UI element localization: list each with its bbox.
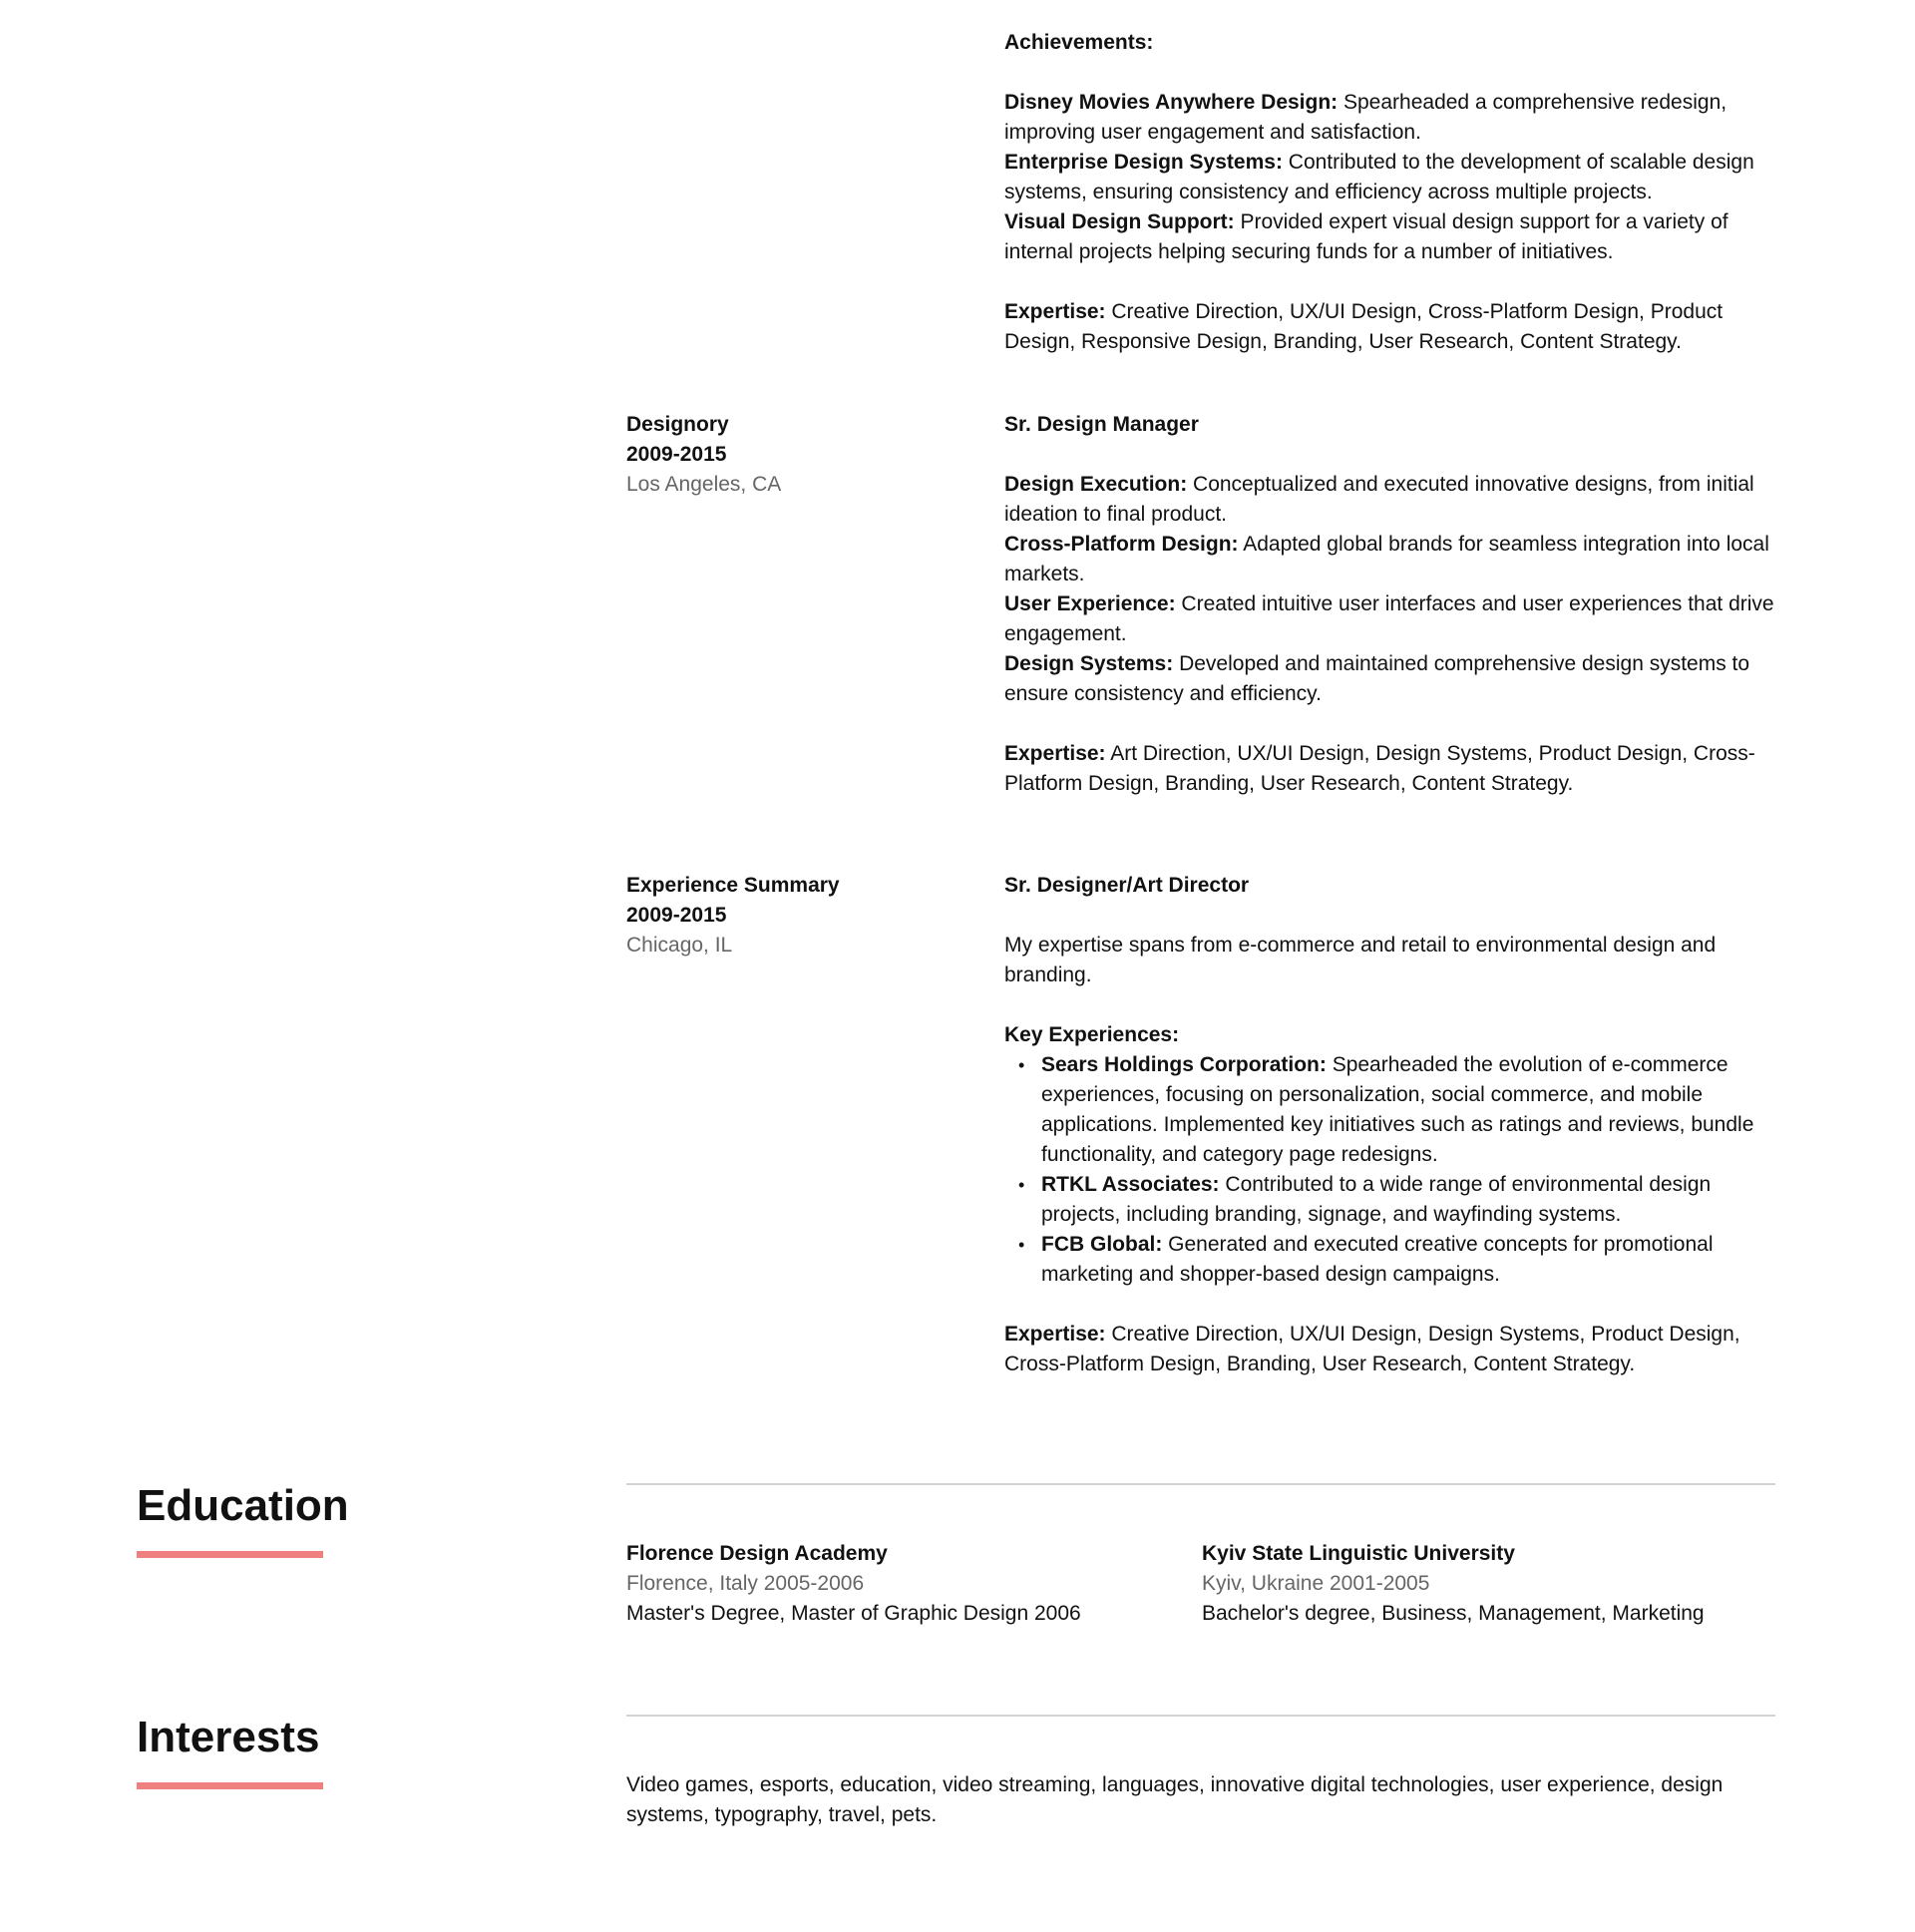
interests-text: Video games, esports, education, video streaming, languages, innovative digital technologies, user experience, design systems, typography, travel, pets. [626, 1773, 1724, 1826]
job-title: Sr. Designer/Art Director [1004, 874, 1250, 897]
list-item [1041, 1050, 1792, 1170]
list-item [1041, 1230, 1792, 1290]
achievement-label: Enterprise Design Systems: [1004, 151, 1283, 174]
expertise-text: Creative Direction, UX/UI Design, Cross-Platform Design, Product Design, Responsive Design, Branding, User Research, Content Strategy. [1004, 300, 1724, 353]
job1-details [1004, 28, 1792, 357]
list-item [1041, 1170, 1792, 1230]
achievement-label: Visual Design Support: [1004, 210, 1235, 233]
job2-details [1004, 410, 1792, 799]
expertise-label: Expertise: [1004, 742, 1106, 765]
responsibility-text: Conceptualized and executed innovative designs, from initial ideation to final product. [1004, 473, 1754, 526]
responsibility-label: Cross-Platform Design: [1004, 533, 1239, 556]
expertise-label: Expertise: [1004, 300, 1106, 323]
school-name: Kyiv State Linguistic University [1202, 1542, 1515, 1565]
school-place: Kyiv, Ukraine 2001-2005 [1202, 1572, 1430, 1595]
company-location: Chicago, IL [626, 934, 733, 957]
experience-text: Spearheaded the evolution of e-commerce experiences, focusing on personalization, social commerce, and mobile applications. Implemented key initiatives such as ratings and reviews, bundle functionality, and category page redesigns. [1041, 1053, 1754, 1166]
achievement-label: Disney Movies Anywhere Design: [1004, 91, 1339, 114]
achievement-item [1004, 88, 1792, 148]
school-name: Florence Design Academy [626, 1542, 888, 1565]
key-experiences-list [1004, 1050, 1792, 1290]
education-item-florence [626, 1539, 1185, 1629]
responsibility-label: Design Execution: [1004, 473, 1188, 496]
company-name: Experience Summary [626, 874, 840, 897]
expertise-line [1004, 1320, 1792, 1379]
education-heading: Education [137, 1481, 349, 1530]
experience-text: Generated and executed creative concepts for promotional marketing and shopper-based design campaigns. [1041, 1233, 1714, 1286]
job-title: Sr. Design Manager [1004, 413, 1199, 436]
interests-heading: Interests [137, 1713, 320, 1761]
responsibility-item [1004, 649, 1792, 709]
experience-label: FCB Global: [1041, 1233, 1163, 1256]
achievement-text: Spearheaded a comprehensive redesign, improving user engagement and satisfaction. [1004, 91, 1727, 144]
expertise-text: Art Direction, UX/UI Design, Design Systems, Product Design, Cross-Platform Design, Branding, User Research, Content Strategy. [1004, 742, 1755, 795]
responsibility-label: Design Systems: [1004, 652, 1174, 675]
expertise-text: Creative Direction, UX/UI Design, Design Systems, Product Design, Cross-Platform Design, Branding, User Research, Content Strategy. [1004, 1323, 1740, 1375]
achievement-item [1004, 148, 1792, 207]
job3-details [1004, 871, 1792, 1379]
school-place: Florence, Italy 2005-2006 [626, 1572, 865, 1595]
achievement-text: Provided expert visual design support for a variety of internal projects helping securing funds for a number of initiatives. [1004, 210, 1728, 263]
responsibility-item [1004, 589, 1792, 649]
achievement-text: Contributed to the development of scalable design systems, ensuring consistency and efficiency across multiple projects. [1004, 151, 1754, 203]
expertise-label: Expertise: [1004, 1323, 1106, 1346]
education-item-kyiv [1202, 1539, 1760, 1629]
school-degree: Master's Degree, Master of Graphic Design 2006 [626, 1602, 1081, 1625]
job3-meta [626, 871, 985, 961]
expertise-line [1004, 297, 1792, 357]
achievements-heading: Achievements: [1004, 31, 1154, 54]
interests-divider [626, 1715, 1775, 1717]
interests-underline [137, 1782, 323, 1789]
key-experiences-heading: Key Experiences: [1004, 1023, 1180, 1046]
company-location: Los Angeles, CA [626, 473, 782, 496]
summary-text: My expertise spans from e-commerce and retail to environmental design and branding. [1004, 934, 1717, 986]
responsibility-text: Created intuitive user interfaces and user experiences that drive engagement. [1004, 592, 1774, 645]
responsibility-text: Developed and maintained comprehensive design systems to ensure consistency and efficiency. [1004, 652, 1750, 705]
company-name: Designory [626, 413, 729, 436]
company-years: 2009-2015 [626, 904, 727, 927]
company-years: 2009-2015 [626, 443, 727, 466]
responsibility-label: User Experience: [1004, 592, 1176, 615]
responsibility-item [1004, 470, 1792, 530]
experience-label: Sears Holdings Corporation: [1041, 1053, 1327, 1076]
experience-label: RTKL Associates: [1041, 1173, 1220, 1196]
achievement-item [1004, 207, 1792, 267]
education-underline [137, 1551, 323, 1558]
experience-text: Contributed to a wide range of environmental design projects, including branding, signage, and wayfinding systems. [1041, 1173, 1712, 1226]
school-degree: Bachelor's degree, Business, Management, Marketing [1202, 1602, 1705, 1625]
education-divider [626, 1483, 1775, 1485]
expertise-line [1004, 739, 1792, 799]
interests-block [626, 1770, 1775, 1830]
responsibility-text: Adapted global brands for seamless integration into local markets. [1004, 533, 1769, 585]
job2-meta [626, 410, 985, 500]
responsibility-item [1004, 530, 1792, 589]
